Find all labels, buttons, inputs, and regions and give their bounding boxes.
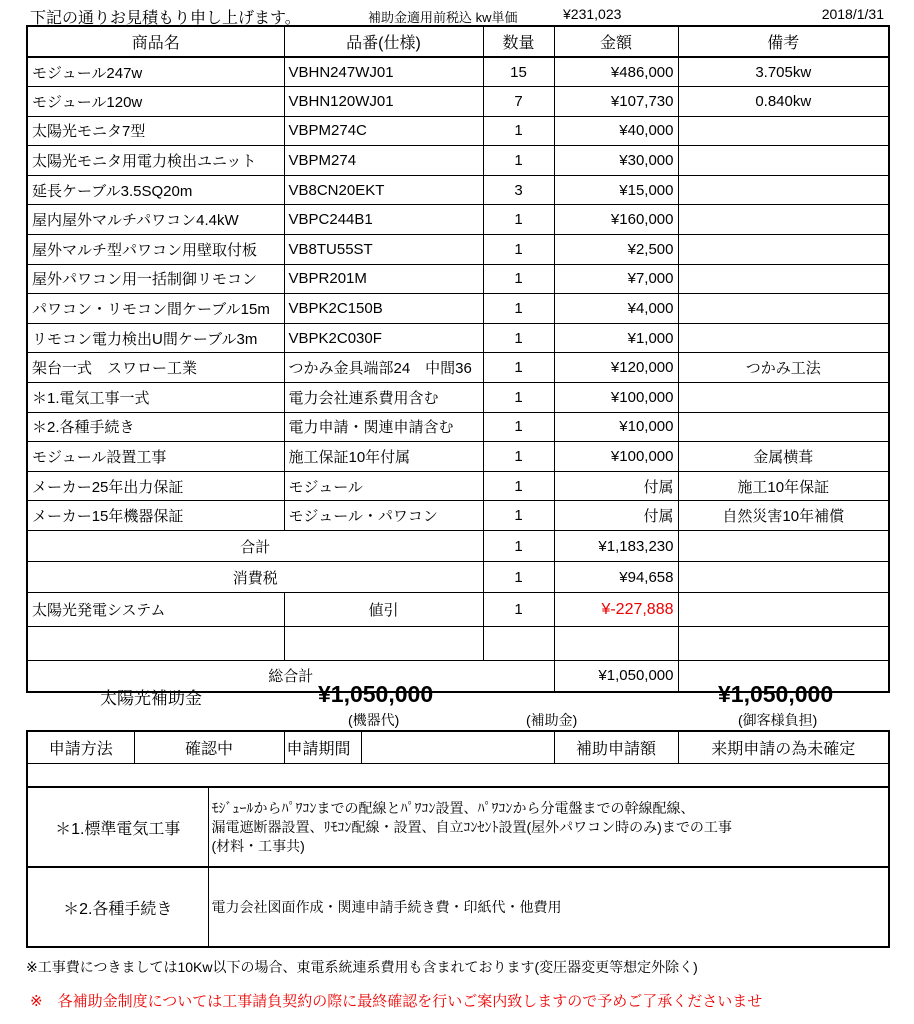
item-model: 電力申請・関連申請含む <box>284 412 483 442</box>
item-model: つかみ金具端部24 中間36 <box>284 353 483 383</box>
item-model: VBPM274 <box>284 146 483 176</box>
item-model: VBPK2C150B <box>284 294 483 324</box>
col-header: 備考 <box>678 26 889 57</box>
item-name: リモコン電力検出U間ケーブル3m <box>27 323 284 353</box>
item-qty: 1 <box>483 116 554 146</box>
col-header: 金額 <box>554 26 678 57</box>
footnote-2: ※ 各補助金制度については工事請負契約の際に最終確認を行いご案内致しますので予めご了承くださいませ <box>30 993 763 1010</box>
item-name: 延長ケーブル3.5SQ20m <box>27 175 284 205</box>
item-model: VB8TU55ST <box>284 235 483 265</box>
grand-total-label: 総合計 <box>27 661 554 692</box>
item-name: 屋内屋外マルチパワコン4.4kW <box>27 205 284 235</box>
discount-type: 値引 <box>284 593 483 627</box>
note-text: 電力会社図面作成・関連申請手続き費・印紙代・他費用 <box>208 867 889 947</box>
item-row <box>27 87 889 117</box>
item-name: モジュール120w <box>27 87 284 117</box>
item-qty: 1 <box>483 235 554 265</box>
item-name: 架台一式 スワロー工業 <box>27 353 284 383</box>
item-row <box>27 353 889 383</box>
subtotal-amount: ¥1,183,230 <box>554 531 678 562</box>
item-amount: ¥486,000 <box>554 57 678 87</box>
item-remarks <box>678 294 889 324</box>
item-row <box>27 264 889 294</box>
customer-amount: ¥1,050,000 <box>718 681 834 707</box>
tax-qty: 1 <box>483 562 554 593</box>
item-name: ＊2.各種手続き <box>27 412 284 442</box>
item-remarks: 0.840kw <box>678 87 889 117</box>
equipment-amount: ¥1,050,000 <box>318 681 434 707</box>
application-table <box>26 730 890 948</box>
item-amount: ¥160,000 <box>554 205 678 235</box>
item-row <box>27 323 889 353</box>
item-name: 太陽光モニタ用電力検出ユニット <box>27 146 284 176</box>
item-amount: ¥7,000 <box>554 264 678 294</box>
item-amount: ¥107,730 <box>554 87 678 117</box>
item-model: VB8CN20EKT <box>284 175 483 205</box>
item-row <box>27 471 889 501</box>
item-remarks: 金属横葺 <box>678 442 889 472</box>
item-row <box>27 442 889 472</box>
blank-row <box>27 763 889 787</box>
note-row <box>27 867 889 947</box>
item-row <box>27 175 889 205</box>
item-row <box>27 383 889 413</box>
item-amount: ¥4,000 <box>554 294 678 324</box>
amount-value: 来期申請の為未確定 <box>678 731 889 763</box>
item-qty: 1 <box>483 294 554 324</box>
tax-amount: ¥94,658 <box>554 562 678 593</box>
customer-label: (御客様負担) <box>738 712 818 728</box>
item-qty: 1 <box>483 205 554 235</box>
item-name: メーカー15年機器保証 <box>27 501 284 531</box>
item-name: ＊1.電気工事一式 <box>27 383 284 413</box>
intro-text: 下記の通りお見積もり申し上げます。 <box>30 10 301 27</box>
item-qty: 1 <box>483 501 554 531</box>
item-qty: 7 <box>483 87 554 117</box>
item-remarks <box>678 175 889 205</box>
item-row <box>27 205 889 235</box>
item-name: モジュール設置工事 <box>27 442 284 472</box>
discount-qty: 1 <box>483 593 554 627</box>
item-name: モジュール247w <box>27 57 284 87</box>
item-amount: 付属 <box>554 501 678 531</box>
item-model: 施工保証10年付属 <box>284 442 483 472</box>
method-label: 申請方法 <box>27 731 134 763</box>
item-remarks <box>678 205 889 235</box>
item-name: 屋外マルチ型パワコン用壁取付板 <box>27 235 284 265</box>
item-qty: 1 <box>483 412 554 442</box>
discount-amount: ¥-227,888 <box>554 593 678 627</box>
period-value <box>361 731 554 763</box>
item-model: モジュール・パワコン <box>284 501 483 531</box>
discount-row <box>27 593 889 627</box>
item-amount: ¥40,000 <box>554 116 678 146</box>
note-text: ﾓｼﾞｭｰﾙからﾊﾟﾜｺﾝまでの配線とﾊﾟﾜｺﾝ設置、ﾊﾟﾜｺﾝから分電盤までの幹線配線、 漏電遮断器設置、ﾘﾓｺﾝ配線・設置、自立ｺﾝｾﾝﾄ設置(屋外パワコン時のみ)までの工事 (材料・工事共) <box>208 787 889 867</box>
item-remarks <box>678 383 889 413</box>
item-model: VBPR201M <box>284 264 483 294</box>
item-qty: 3 <box>483 175 554 205</box>
empty-row <box>27 627 889 661</box>
subsidy-label: (補助金) <box>526 712 578 728</box>
header-row <box>27 26 889 57</box>
tax-row <box>27 562 889 593</box>
item-name: パワコン・リモコン間ケーブル15m <box>27 294 284 324</box>
item-amount: 付属 <box>554 471 678 501</box>
date: 2018/1/31 <box>821 6 884 22</box>
item-amount: ¥100,000 <box>554 442 678 472</box>
item-amount: ¥120,000 <box>554 353 678 383</box>
col-header: 商品名 <box>27 26 284 57</box>
method-value: 確認中 <box>134 731 284 763</box>
subtotal-row <box>27 531 889 562</box>
item-amount: ¥15,000 <box>554 175 678 205</box>
item-model: VBHN247WJ01 <box>284 57 483 87</box>
subtotal-qty: 1 <box>483 531 554 562</box>
item-qty: 1 <box>483 353 554 383</box>
item-qty: 15 <box>483 57 554 87</box>
subtotal-label: 合計 <box>27 531 483 562</box>
equipment-label: (機器代) <box>348 712 400 728</box>
item-model: VBPM274C <box>284 116 483 146</box>
item-amount: ¥2,500 <box>554 235 678 265</box>
item-remarks <box>678 264 889 294</box>
item-qty: 1 <box>483 383 554 413</box>
item-model: VBPC244B1 <box>284 205 483 235</box>
application-row <box>27 731 889 763</box>
item-remarks: 自然災害10年補償 <box>678 501 889 531</box>
unit-price-label: 補助金適用前税込 kw単価 <box>368 10 518 25</box>
item-row <box>27 57 889 87</box>
summary-title: 太陽光補助金 <box>100 689 202 708</box>
item-amount: ¥10,000 <box>554 412 678 442</box>
item-name: 太陽光モニタ7型 <box>27 116 284 146</box>
grand-total-amount: ¥1,050,000 <box>554 661 678 692</box>
period-label: 申請期間 <box>284 731 361 763</box>
item-remarks <box>678 235 889 265</box>
item-row <box>27 146 889 176</box>
item-qty: 1 <box>483 471 554 501</box>
unit-price: ¥231,023 <box>563 6 622 22</box>
footnote-1: ※工事費につきましては10Kw以下の場合、東電系統連系費用も含まれております(変圧器変更等想定外除く) <box>26 959 698 975</box>
item-qty: 1 <box>483 442 554 472</box>
item-model: VBHN120WJ01 <box>284 87 483 117</box>
item-model: モジュール <box>284 471 483 501</box>
discount-label: 太陽光発電システム <box>27 593 284 627</box>
item-name: メーカー25年出力保証 <box>27 471 284 501</box>
item-row <box>27 412 889 442</box>
item-row <box>27 116 889 146</box>
note-label: ＊1.標準電気工事 <box>27 787 208 867</box>
tax-label: 消費税 <box>27 562 483 593</box>
item-row <box>27 235 889 265</box>
col-header: 数量 <box>483 26 554 57</box>
note-label: ＊2.各種手続き <box>27 867 208 947</box>
estimate-table <box>26 25 890 693</box>
item-qty: 1 <box>483 146 554 176</box>
item-remarks <box>678 116 889 146</box>
item-qty: 1 <box>483 323 554 353</box>
item-amount: ¥1,000 <box>554 323 678 353</box>
item-amount: ¥100,000 <box>554 383 678 413</box>
item-name: 屋外パワコン用一括制御リモコン <box>27 264 284 294</box>
item-model: VBPK2C030F <box>284 323 483 353</box>
item-qty: 1 <box>483 264 554 294</box>
item-remarks: 3.705kw <box>678 57 889 87</box>
item-row <box>27 294 889 324</box>
col-header: 品番(仕様) <box>284 26 483 57</box>
item-remarks <box>678 412 889 442</box>
amount-label: 補助申請額 <box>554 731 678 763</box>
item-model: 電力会社連系費用含む <box>284 383 483 413</box>
item-remarks <box>678 323 889 353</box>
item-remarks: つかみ工法 <box>678 353 889 383</box>
item-remarks: 施工10年保証 <box>678 471 889 501</box>
item-remarks <box>678 146 889 176</box>
item-row <box>27 501 889 531</box>
item-amount: ¥30,000 <box>554 146 678 176</box>
note-row <box>27 787 889 867</box>
